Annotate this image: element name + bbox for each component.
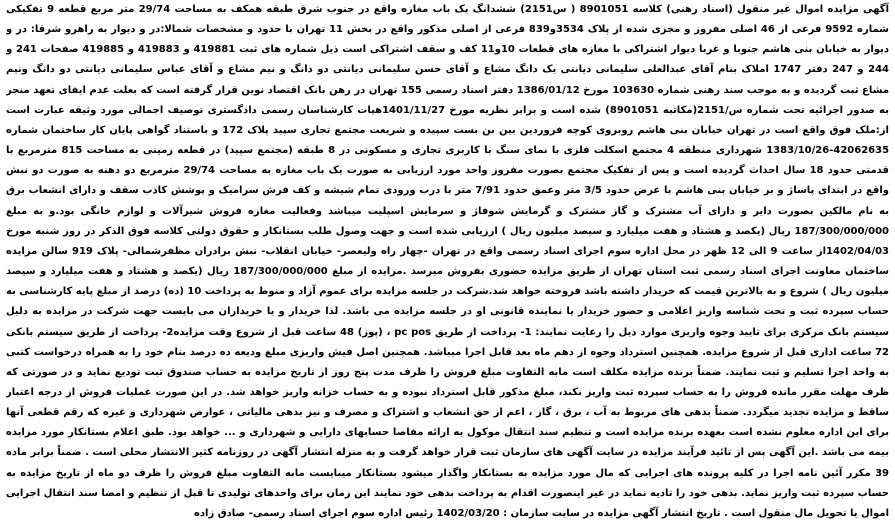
auction-notice (6, 0, 889, 531)
notice-body-text: آگهی مزایده اموال غیر منقول (اسناد رهنی) کلاسه 8901051 ( س2151) ششدانگ یک باب مغازه واقع در جنوب شرق طبقه همکف به مساحت 29/74 متر مربع قطعه 9 تفکیکی شماره 9592 فرعی از 46 اصلی مفروز و مجزی شده از پلاک 3534و839 فرعی از اصلی مذکور واقع در بخش 11 تهران با حدود و مشخصات شمالا:در و دیوار به راهرو شرقا: در و دیوار به خیابان بنی هاشم جنوبا و غربا دیوار اشتراکی با مغازه های قطعات 10و11 کف و سقف اشتراکی است ذیل شماره های ثبت 419881 و 419883 و 419885 صفحات 241 و 244 و 247 دفتر 1747 املاک بنام آقای عبدالعلی سلیمانی دیانتی یک دانگ مشاع و آقای حسن سلیمانی دیانتی دو دانگ و نیم مشاع و آقای عباس سلیمانی دیانتی دو دانگ ونیم مشاع ثبت گردیده و به موجب سند رهنی شماره 103630 مورخ 1386/01/12 دفتر اسناد رسمی 155 تهران در رهن بانک اقتصاد نوین قرار گرفته است که بعلت عدم ایفای تعهد منجر به صدور اجرائیه تحت شماره س/2151(مکاتبه 8901051) شده است و برابر نظریه مورخ 1401/11/27هیات کارشناسان رسمی دادگستری توصیف اجمالی مورد وثیقه عبارت است از:ملک فوق واقع است در تهران خیابان بنی هاشم روبروی کوچه فروردین بین بن بست سپیده و شریعت مجتمع تجاری سپید پلاک 172 و باستناد گواهی پایان کار ساختمان شماره 42062635-1383/10/26 شهرداری منطقه 4 مجتمع اسکلت فلزی با نمای سنگ با کاربری تجاری و مسکونی در 8 طبقه (مجتمع سپید) در قطعه زمینی به مساحت 815 مترمربع با قدمتی حدود 18 سال احداث گردیده است و پس از تفکیک مجتمع بصورت مفروز واحد مورد ارزیابی به صورت یک باب مغازه به مساحت 29/74 مترمربع دو دهنه به صورت دو نبش واقع در ابتدای پاساژ و بر خیابان بنی هاشم با عرض حدود 3/5 متر وعمق حدود 7/91 متر با درب ورودی تمام شیشه و کف فرش سرامیک و پوشش کاذب سقف و دارای انشعاب برق به نام مالکین بصورت دایر و دارای آب مشترک و گاز مشترک و گرمایش شوفاژ و سرمایش اسپلیت میباشد وفعالیت مغازه فروش شیرآلات و لوازم خانگی بود.و به مبلغ 187/300/000/000 ریال (یکصد و هشتاد و هفت میلیارد و سیصد میلیون ریال ) ارزیابی شده است و جهت وصول طلب بستانکار و حقوق دولتی کلاسه فوق الذکر در روز شنبه مورخ 1402/04/03از ساعت 9 الی 12 ظهر در محل اداره سوم اجرای اسناد رسمی واقع در تهران -چهار راه ولیعصر- خیابان انقلاب- نبش برادران مظفرشمالی- پلاک 919 سالن مزایده ساختمان معاونت اجرای اسناد رسمی ثبت استان تهران از طریق مزایده حضوری بفروش میرسد .مزایده از مبلغ 187/300/000/000 ریال (یکصد و هشتاد و هفت میلیارد و سیصد میلیون ریال ) شروع و به بالاترین قیمت که خریدار داشته باشد فروخته خواهد شد.شرکت در جلسه مزایده برای عموم آزاد و منوط به پرداخت 10 (ده) درصد از مبلغ پایه کارشناسی به حساب سپرده ثبت و تحت شناسه واریز اعلامی و حضور خریدار یا نماینده قانونی او در جلسه مزایده می باشد. لذا خریدار و یا خریداران می بایست جهت شرکت در مزایده به دلیل سیستم بانک مرکزی برای تایید وجوه واریزی موارد ذیل را رعایت نمایند: 1- پرداخت از طریق pc pos ، (پوز) 48 ساعت قبل از شروع وقت مزایده2- پرداخت از طریق سیستم بانکی 72 ساعت اداری قبل از شروع مزایده. همچنین استرداد وجوه از دهم ماه بعد قابل اجرا میباشد. همچنین اصل فیش واریزی مبلغ ودیعه ده درصد بنام خود را به همراه درخواست کتبی به واحد اجرا تسلیم و ثبت نمایند. ضمناً برنده مزایده مکلف است مابه التفاوت مبلغ فروش را ظرف مدت پنج روز از تاریخ مزایده به حساب صندوق ثبت تودیع نماید و در صورتی که ظرف مهلت مقرر مانده فروش را به حساب سپرده ثبت واریز نکند، مبلغ مذکور قابل استرداد نبوده و به حساب خزانه واریز خواهد شد. در این صورت عملیات فروش از درجه اعتبار ساقط و مزایده تجدید میگردد. ضمناً بدهی های مربوط به آب ، برق ، گاز ، اعم از حق انشعاب و اشتراک و مصرف و نیز بدهی مالیاتی ، عوارض شهرداری و غیره که رقم قطعی آنها برای این اداره معلوم نشده است بعهده برنده مزایده است و تنظیم سند انتقال موکول به ارائه مفاصا حسابهای دارایی و شهرداری و ... خواهد بود. طبق اعلام بستانکار مورد مزایده بیمه می باشد .این آگهی پس از تائید فرآیند مزایده در سایت آگهی های سازمان ثبت قرار خواهد گرفت و به منزله انتشار آگهی در روزنامه کثیر الانتشار محلی است . ضمناً برابر ماده 39 مکرر آئین نامه اجرا در کلیه پرونده های اجرایی که مال مورد مزایده به بستانکار واگذار میشود بستانکار میبایست مابه التفاوت مبلغ فروش را ظرف دو ماه از تاریخ مزایده به حساب سپرده ثبت واریز نماید. بدهی خود را تادیه نماید در غیر اینصورت اقدام به پرداخت بدهی خود نمایند این زمان برای واحدهای تولیدی تا قبل از تنظیم و امضا سند انتقال اجرایی اموال یا تحویل مال منقول است . تاریخ انتشار آگهی مزایده در سایت سازمان : 1402/03/20 رئیس اداره سوم اجرای اسناد رسمی- صادق زاده (6, 4, 889, 519)
